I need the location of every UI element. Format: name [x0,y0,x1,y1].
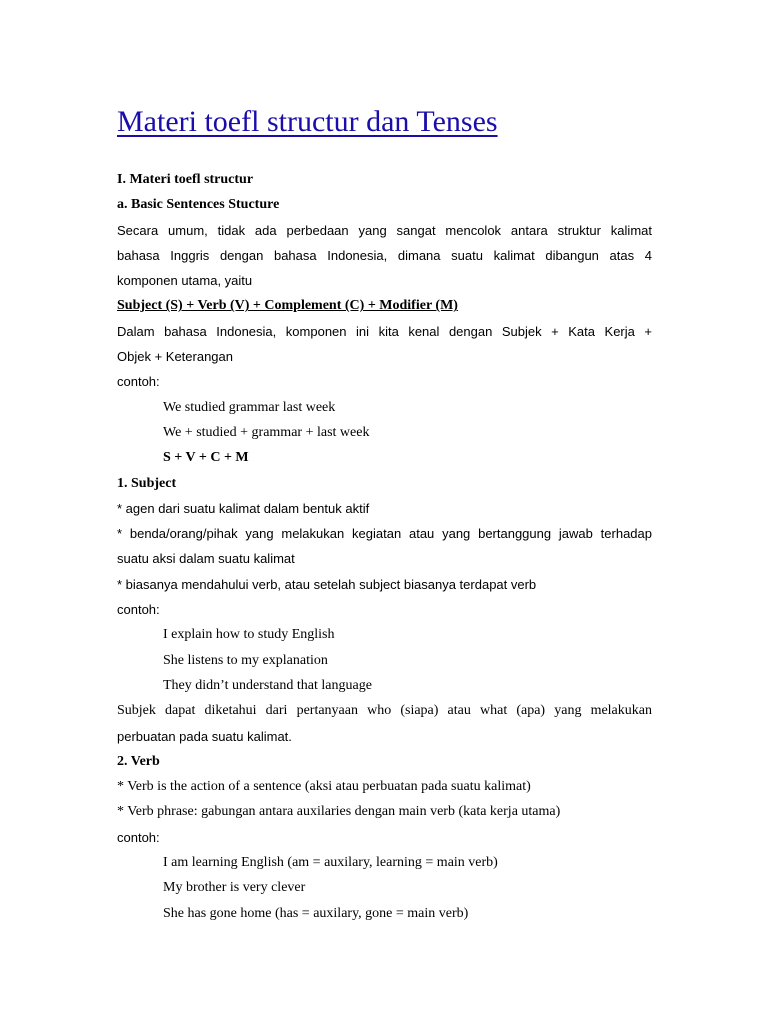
bullet-line: * biasanya mendahului verb, atau setelah subject biasanya terdapat verb [117,576,537,592]
formula-line: Subject (S) + Verb (V) + Complement (C) + Modifier (M) [117,298,458,314]
example-line: I explain how to study English [163,627,335,643]
bullet-line: * Verb phrase: gabungan antara auxilaries dengan main verb (kata kerja utama) [117,804,561,820]
paragraph-line: perbuatan pada suatu kalimat. [117,728,292,744]
example-line: We + studied + grammar + last week [163,424,370,440]
example-label: contoh: [117,602,160,618]
example-formula: S + V + C + M [163,450,249,466]
bullet-line: * Verb is the action of a sentence (aksi atau perbuatan pada suatu kalimat) [117,779,531,795]
paragraph-line: komponen utama, yaitu [117,273,253,289]
example-line: They didn’t understand that language [163,677,372,693]
example-line: She has gone home (has = auxilary, gone = main verb) [163,905,469,921]
paragraph-line: Dalam bahasa Indonesia, komponen ini kita kenal dengan Subjek + Kata Kerja + [117,323,652,339]
section-heading: I. Materi toefl structur [117,172,254,187]
paragraph-line: Subjek dapat diketahui dari pertanyaan who (siapa) atau what (apa) yang melakukan [117,703,652,719]
document-body [117,167,652,926]
example-line: My brother is very clever [163,880,306,896]
example-label: contoh: [117,829,160,845]
paragraph-line: suatu aksi dalam suatu kalimat [117,551,295,567]
subsection-heading: 1. Subject [117,475,177,491]
example-label: contoh: [117,374,160,390]
example-line: I am learning English (am = auxilary, learning = main verb) [163,855,498,871]
subsection-heading: a. Basic Sentences Stucture [117,197,280,213]
example-line: She listens to my explanation [163,652,328,668]
paragraph-line: bahasa Inggris dengan bahasa Indonesia, dimana suatu kalimat dibangun atas 4 [117,247,652,263]
bullet-line: * benda/orang/pihak yang melakukan kegiatan atau yang bertanggung jawab terhadap [117,526,652,542]
paragraph-line: Objek + Keterangan [117,349,233,365]
document-title-link[interactable]: Materi toefl structur dan Tenses [117,105,498,138]
example-line: We studied grammar last week [163,399,336,415]
subsection-heading: 2. Verb [117,753,160,769]
paragraph-line: Secara umum, tidak ada perbedaan yang sangat mencolok antara struktur kalimat [117,222,652,238]
bullet-line: * agen dari suatu kalimat dalam bentuk aktif [117,500,370,516]
